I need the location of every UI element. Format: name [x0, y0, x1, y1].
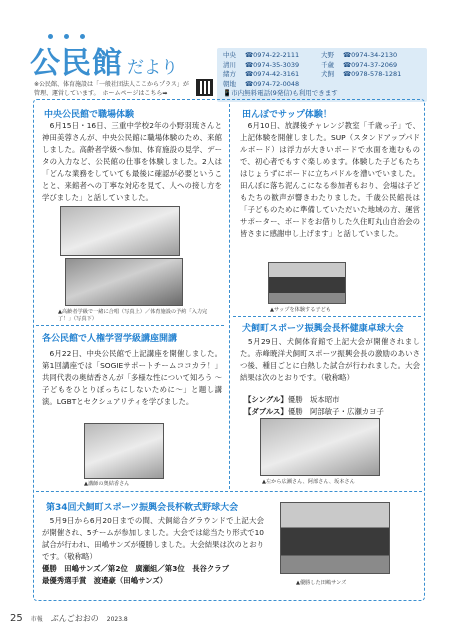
result-doubles: 【ダブルス】優勝 阿部敏子・広瀬カヨ子: [244, 407, 384, 416]
section-divider-right: [233, 316, 421, 317]
contact-row: 中央 ☎0974-22-2111 大野 ☎0974-34-2130: [223, 51, 398, 59]
masthead: [30, 38, 178, 81]
photo-lecturer: [84, 423, 164, 479]
article-baseball-body: 5月9日から6月20日までの間、犬飼総合グラウンドで上記大会が開催され、5チームが参加しました。大会では総当たり形式で10試合が行われ、田嶋サンズが優勝しました。大会結果は次のとおりです。（敬称略）: [42, 516, 264, 561]
article-table-tennis-caption: ▲左から広瀬さん、阿部さん、坂本さん: [262, 479, 355, 485]
article-baseball-title: 第34回犬飼町スポーツ振興会長杯軟式野球大会: [46, 503, 239, 513]
issue-date: 2023.8: [106, 616, 128, 623]
article-workplace-body: 6月15日・16日、三重中学校2年の小野羽琉さんと神田美蓉さんが、中央公民館に職場体験のため、来館しました。高齢者学級へ参加、体育施設の見学、データの入力など、公民館の仕事を体験しました。2人は「どんな業務をしていても最後に確認が必要ということと、来館者への丁寧な対応を見て、人への接し方を学びました」と話していました。: [42, 121, 222, 202]
photo-baseball-team: [280, 502, 390, 574]
article-table-tennis-body: 5月29日、犬飼体育館で上記大会が開催されました。赤峰暁洋犬飼町スポーツ振興会長の激励のあいさつ後、種目ごとに白熱した試合が行われました。大会結果は次のとおりです。（敬称略）: [240, 337, 420, 382]
section-divider-left: [36, 325, 224, 326]
contact-box: [217, 48, 427, 102]
publication-label: 市報: [30, 616, 43, 623]
footer: [10, 613, 128, 624]
column-divider: [229, 104, 230, 489]
article-human-rights-title: 各公民館で人権学習学級講座開講: [42, 334, 178, 344]
publication-name: ぶんごおおの: [50, 614, 99, 623]
section-divider: [36, 491, 422, 492]
article-sup-body: 6月10日、放課後チャレンジ教室「千歳っ子」で、上記体験を開催しました。SUP（スタンドアップパドルボード）は浮力が大きいボードで水面を進むもので、初心者でもすぐ楽しめます。体験した子どもたちはじょうずにボードに立ちパドルを漕いでいました。田んぼに落ち泥んこになる参加者もおり、会場は子どもたちの歓声が響きわたりました。千歳公民館長は「子どものために準備していただいた地域の方、運営サポーター、ボードをお借りした久住町丸山自治会の皆さまに感謝申し上げます」と話していました。: [240, 121, 420, 238]
photo-reception-desk: [65, 258, 183, 306]
article-workplace-title: 中央公民館で職場体験: [44, 110, 135, 120]
contact-row: 清川 ☎0974-35-3039 千歳 ☎0974-37-2069: [223, 60, 398, 69]
article-table-tennis-title: 犬飼町スポーツ振興会長杯健康卓球大会: [242, 324, 404, 334]
article-workplace-caption: ▲高齢者学級で一緒に合唱（写真上）／体育施設の予約「入力完了！」（写真下）: [58, 309, 208, 322]
photo-sup-rice-field: [268, 262, 346, 304]
photo-choir: [60, 206, 180, 256]
contact-note: 📱市内無料電話(9発信)も利用できます: [223, 89, 338, 98]
page-number: 25: [10, 613, 23, 624]
article-sup-caption: ▲サップを体験する子ども: [270, 307, 331, 313]
baseball-result-teams: 優勝 田嶋サンズ／第2位 廣瀬組／第3位 長谷クラブ: [42, 564, 230, 573]
contact-row: 朝地 ☎0974-72-0048: [223, 79, 300, 88]
masthead-title: 公民館: [30, 46, 123, 81]
article-baseball-caption: ▲優勝した田嶋サンズ: [296, 580, 347, 586]
article-sup-title: 田んぼでサップ体験！: [242, 110, 332, 120]
article-human-rights-caption: ▲講師の奥結香さん: [84, 481, 130, 487]
masthead-subtitle: だより: [127, 58, 178, 78]
contact-row: 緒方 ☎0974-42-3161 犬飼 ☎0978-578-1281: [223, 70, 402, 79]
management-notice: ※公民館、体育施設は「一般社団法人ここからプラス」が 管理、運営しています。 ホームページはこちら➡: [34, 81, 189, 97]
baseball-result-mvp: 最優秀選手賞 渡邉豪（田嶋サンズ）: [42, 576, 168, 585]
result-singles: 【シングル】優勝 坂本昭市: [244, 395, 340, 404]
article-human-rights-body: 6月22日、中央公民館で上記講座を開催しました。第1回講座では「SOGIEサポートチームココカラ！」共同代表の奥結香さんが「多様な性について知ろう ～子どもをひとりぼっちにしないために～」と題し講演。LGBTとセクシュアリティを学びました。: [42, 349, 222, 406]
qr-code-icon[interactable]: [196, 79, 213, 96]
photo-table-tennis-winners: [260, 418, 380, 476]
